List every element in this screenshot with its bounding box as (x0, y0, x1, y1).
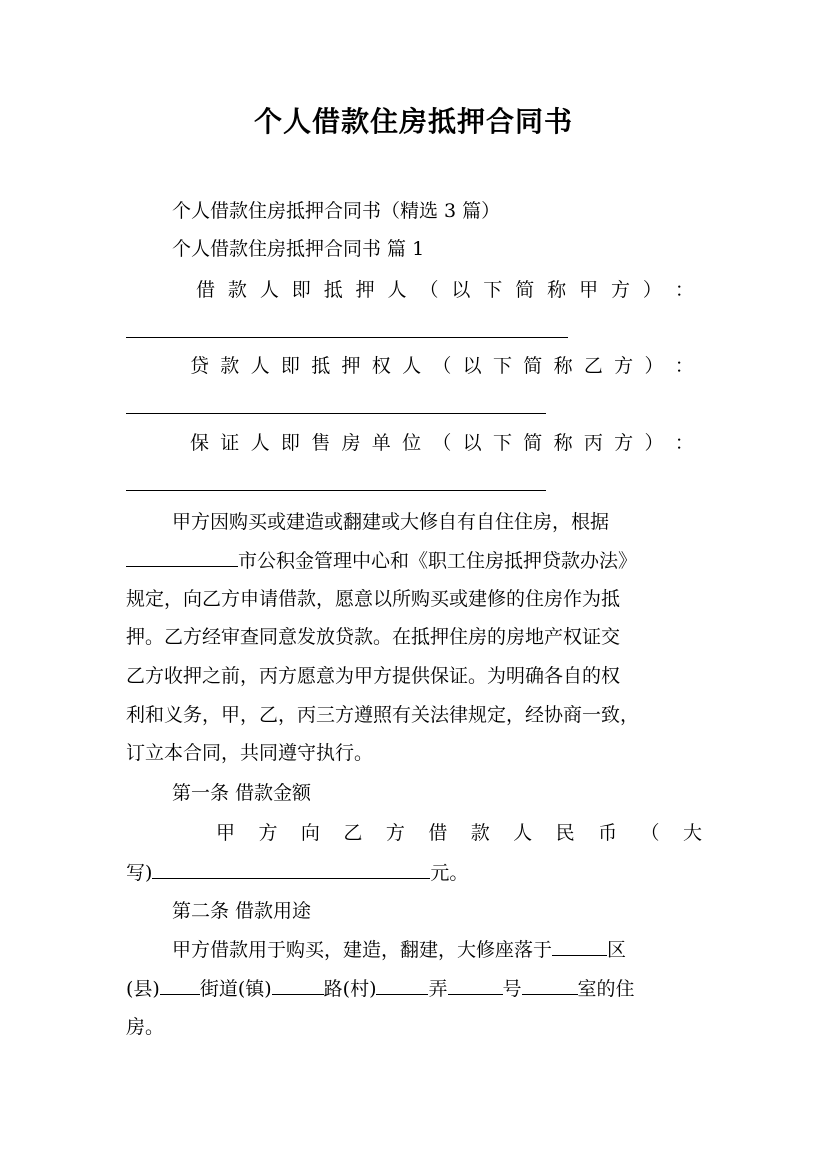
preamble-line-2: 市公积金管理中心和《职工住房抵押贷款办法》 (126, 547, 637, 574)
document-title: 个人借款住房抵押合同书 (253, 105, 573, 138)
county-blank[interactable] (160, 975, 200, 995)
party-b-label: 贷 款 人 即 抵 押 权 人 （ 以 下 简 称 乙 方 ） ： (190, 355, 694, 377)
article-2-line-2: (县) 街道(镇) 路(村) 弄 号 室的住 (126, 975, 635, 1002)
preamble-line-3: 规定，向乙方申请借款，愿意以所购买或建修的住房作为抵 (126, 588, 621, 610)
preamble-line-1: 甲方因购买或建造或翻建或大修自有自住住房，根据 (172, 511, 610, 533)
party-a-blank[interactable] (126, 337, 568, 338)
article-2-line-1: 甲方借款用于购买，建造，翻建，大修座落于 区 (172, 936, 626, 963)
article-1-line-1: 甲 方 向 乙 方 借 款 人 民 币 （ 大 (216, 822, 702, 844)
document-subtitle: 个人借款住房抵押合同书（精选 3 篇） (172, 200, 501, 222)
preamble-line-5: 乙方收押之前，丙方愿意为甲方提供保证。为明确各自的权 (126, 665, 621, 687)
city-blank[interactable] (126, 547, 238, 567)
preamble-line-7: 订立本合同，共同遵守执行。 (126, 742, 374, 764)
number-blank[interactable] (522, 975, 578, 995)
article-2-heading: 第二条 借款用途 (172, 900, 312, 922)
chapter-heading: 个人借款住房抵押合同书 篇 1 (172, 238, 425, 260)
preamble-line-4: 押。乙方经审查同意发放贷款。在抵押住房的房地产权证交 (126, 626, 621, 648)
party-c-blank[interactable] (126, 490, 546, 491)
article-1-line-2: 写) 元。 (126, 859, 468, 886)
preamble-line-6: 利和义务，甲，乙，丙三方遵照有关法律规定，经协商一致， (126, 704, 640, 726)
party-a-label: 借 款 人 即 抵 押 人 （ 以 下 简 称 甲 方 ） ： (196, 279, 694, 301)
article-2-line-3: 房。 (126, 1016, 165, 1038)
road-blank[interactable] (376, 975, 428, 995)
district-blank[interactable] (552, 936, 607, 956)
amount-blank[interactable] (152, 859, 430, 879)
lane-blank[interactable] (448, 975, 503, 995)
street-blank[interactable] (272, 975, 324, 995)
party-b-blank[interactable] (126, 413, 546, 414)
article-1-heading: 第一条 借款金额 (172, 782, 312, 804)
party-c-label: 保 证 人 即 售 房 单 位 （ 以 下 简 称 丙 方 ） ： (190, 432, 694, 454)
